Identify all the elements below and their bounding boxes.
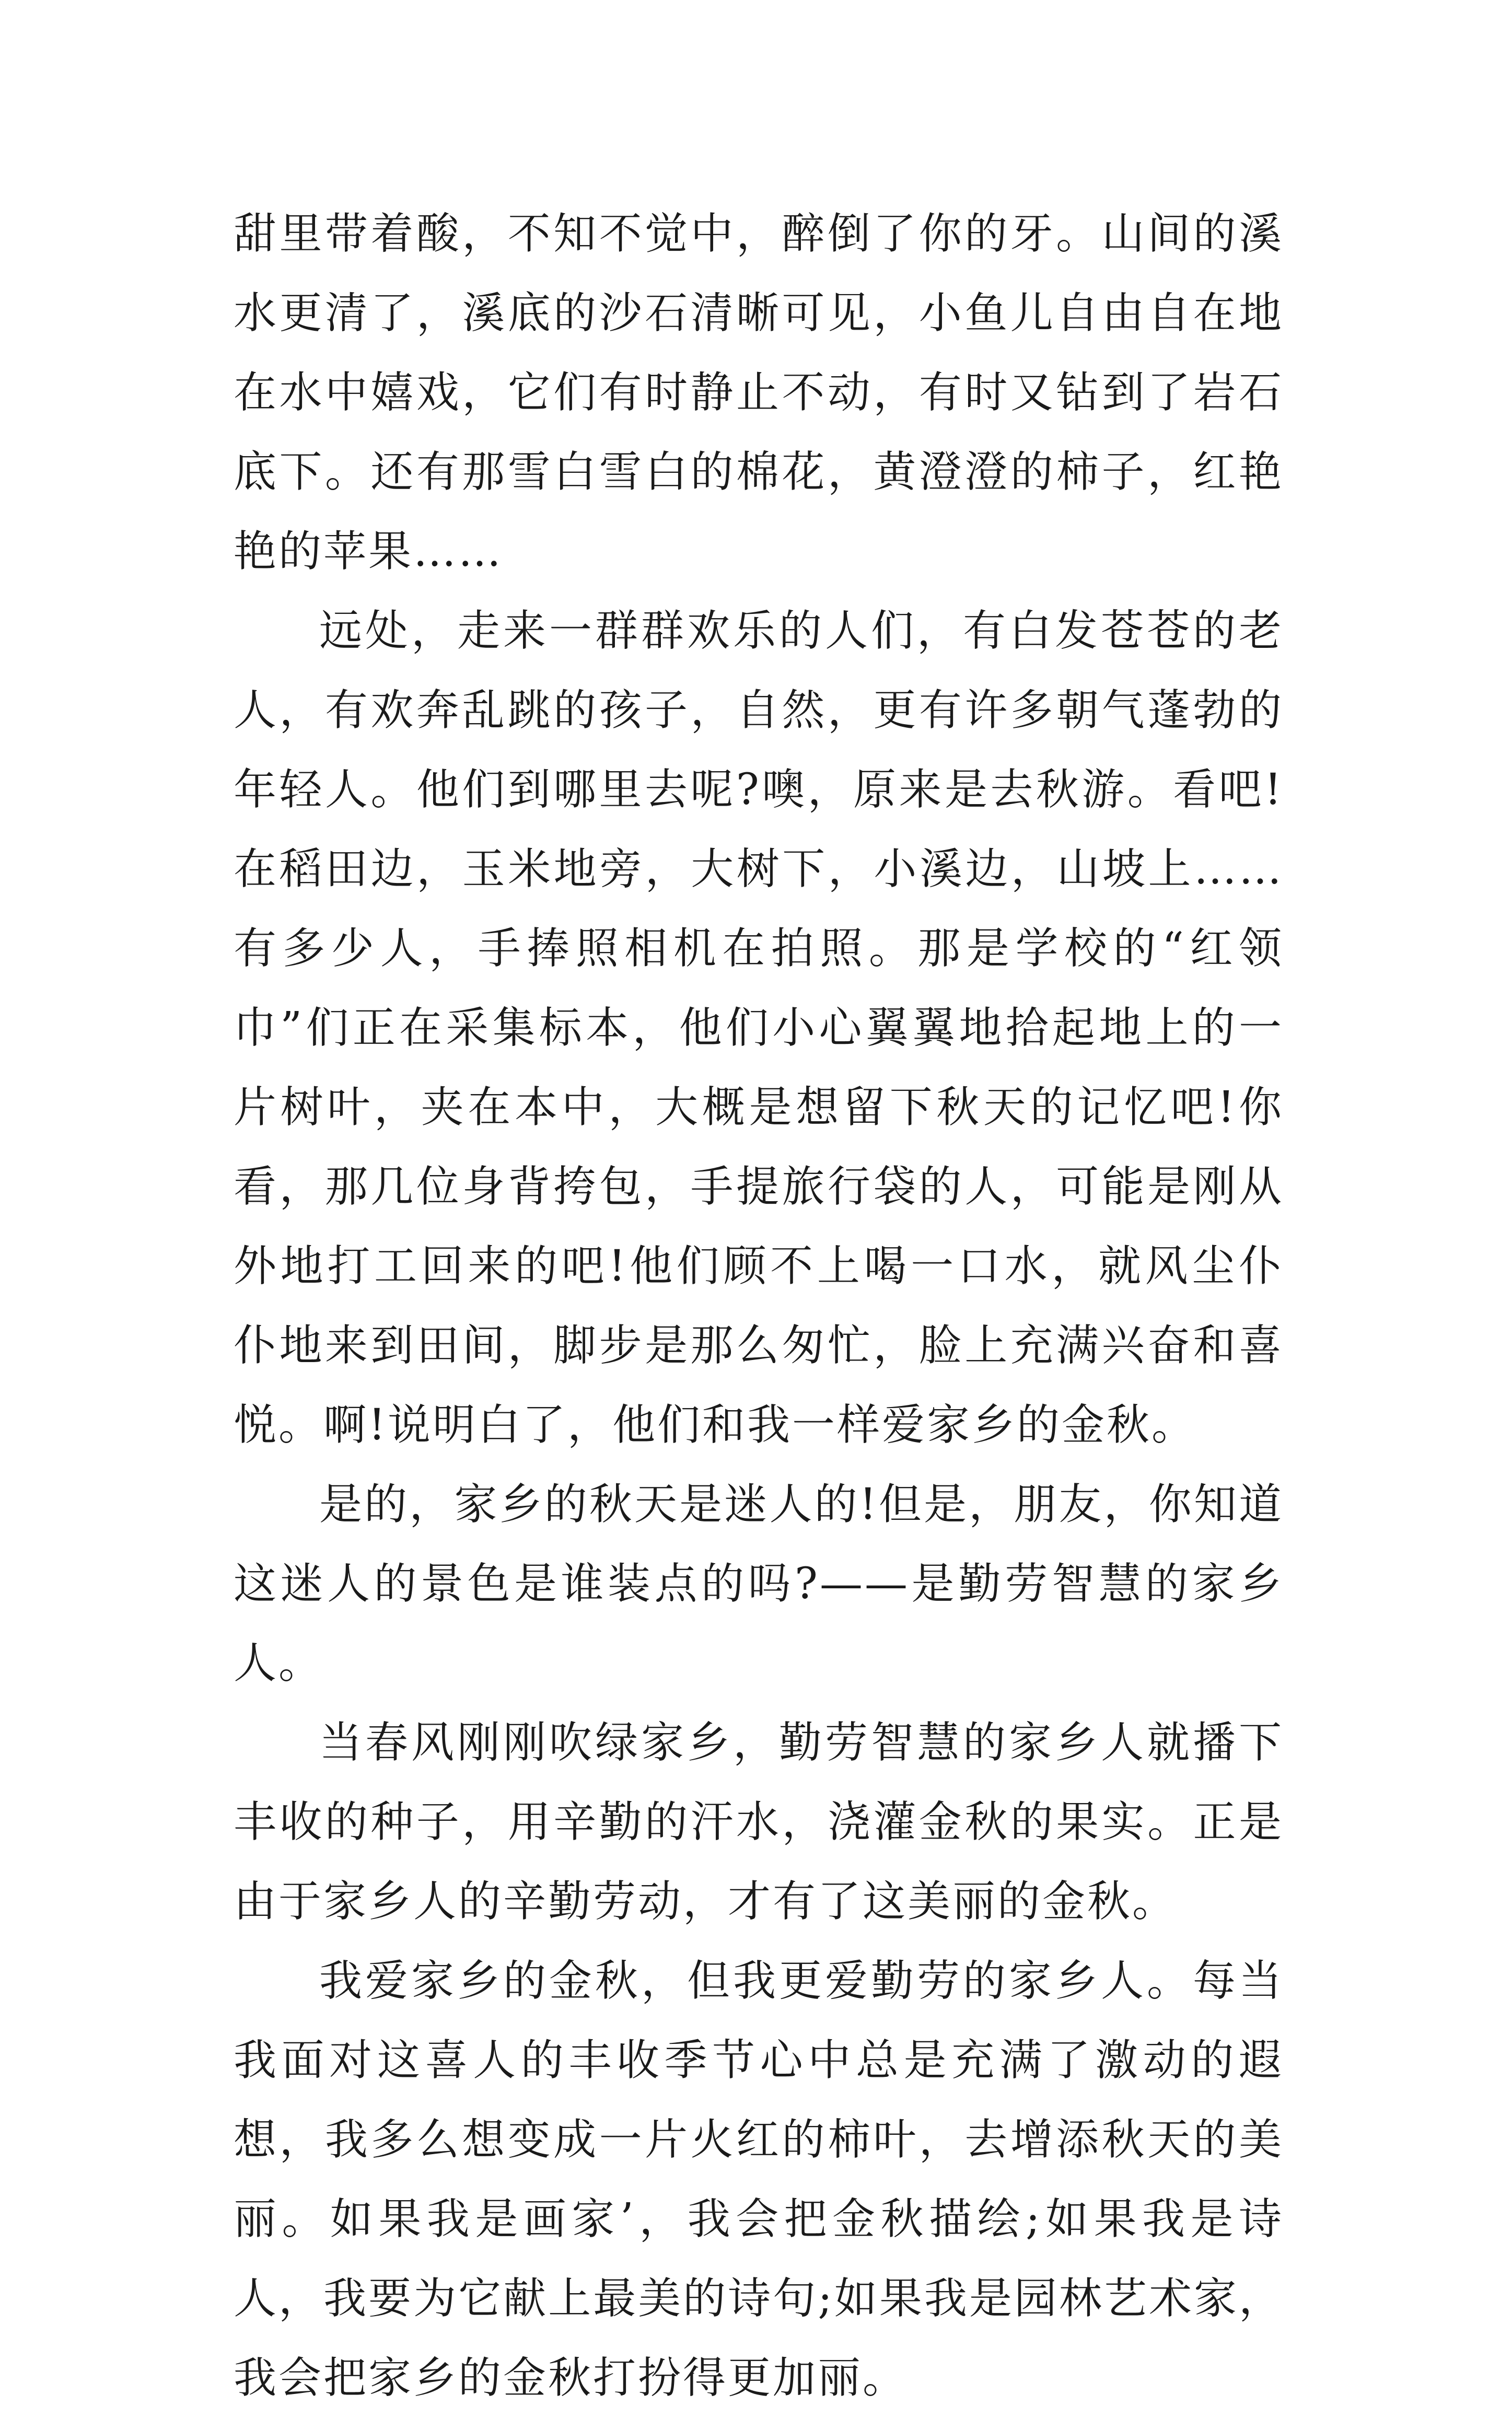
paragraph-1-continued: 甜里带着酸，不知不觉中，醉倒了你的牙。山间的溪水更清了，溪底的沙石清晰可见，小鱼儿自由自在地在水中嬉戏，它们有时静止不动，有时又钻到了岩石底下。还有那雪白雪白的棉花，黄澄澄的柿子，红艳艳的苹果…… [234, 209, 1284, 576]
article-body [234, 194, 1284, 2418]
paragraph-5: 我爱家乡的金秋，但我更爱勤劳的家乡人。每当我面对这喜人的丰收季节心中总是充满了激动的遐想，我多么想变成一片火红的柿叶，去增添秋天的美丽。如果我是画家’，我会把金秋描绘;如果我是诗人，我要为它献上最美的诗句;如果我是园林艺术家，我会把家乡的金秋打扮得更加丽。 [234, 1956, 1284, 2403]
paragraph-4: 当春风刚刚吹绿家乡，勤劳智慧的家乡人就播下丰收的种子，用辛勤的汗水，浇灌金秋的果实。正是由于家乡人的辛勤劳动，才有了这美丽的金秋。 [234, 1718, 1284, 1926]
paragraph-2: 远处，走来一群群欢乐的人们，有白发苍苍的老人，有欢奔乱跳的孩子，自然，更有许多朝气蓬勃的年轻人。他们到哪里去呢?噢，原来是去秋游。看吧!在稻田边，玉米地旁，大树下，小溪边，山坡上……有多少人，手捧照相机在拍照。那是学校的“红领巾”们正在采集标本，他们小心翼翼地拾起地上的一片树叶，夹在本中，大概是想留下秋天的记忆吧!你看，那几位身背挎包，手提旅行袋的人，可能是刚从外地打工回来的吧!他们顾不上喝一口水，就风尘仆仆地来到田间，脚步是那么匆忙，脸上充满兴奋和喜悦。啊!说明白了，他们和我一样爱家乡的金秋。 [234, 606, 1284, 1450]
paragraph-3: 是的，家乡的秋天是迷人的!但是，朋友，你知道这迷人的景色是谁装点的吗?——是勤劳智慧的家乡人。 [234, 1480, 1284, 1688]
